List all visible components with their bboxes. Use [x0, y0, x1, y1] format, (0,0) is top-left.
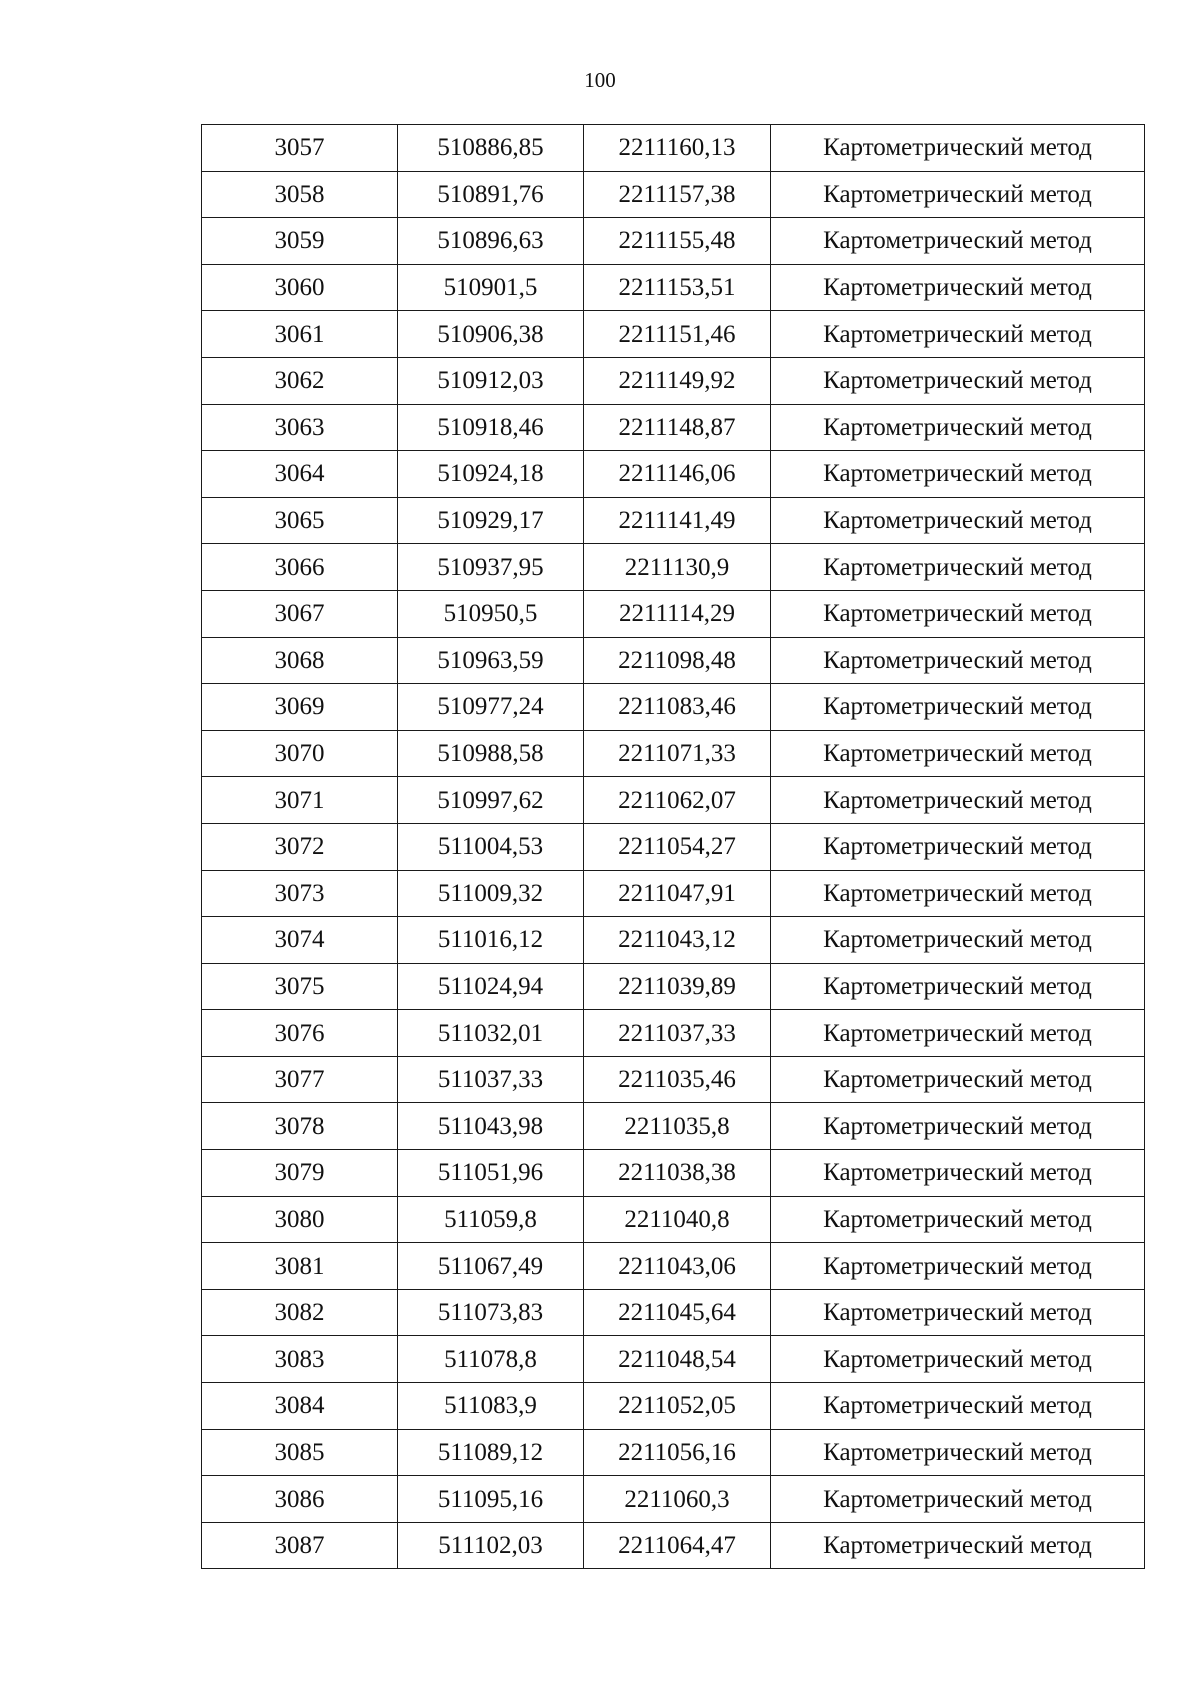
- method-cell: Картометрический метод: [771, 730, 1145, 777]
- method-cell: Картометрический метод: [771, 311, 1145, 358]
- table-row: [202, 311, 1145, 358]
- point-number-cell: 3073: [202, 870, 398, 917]
- point-number-cell: 3072: [202, 823, 398, 870]
- method-cell: Картометрический метод: [771, 1243, 1145, 1290]
- y-coordinate-cell: 2211038,38: [584, 1150, 771, 1197]
- x-coordinate-cell: 511067,49: [398, 1243, 584, 1290]
- point-number-cell: 3080: [202, 1196, 398, 1243]
- method-cell: Картометрический метод: [771, 1336, 1145, 1383]
- table-row: [202, 1243, 1145, 1290]
- y-coordinate-cell: 2211054,27: [584, 823, 771, 870]
- y-coordinate-cell: 2211047,91: [584, 870, 771, 917]
- page-number: 100: [584, 68, 616, 92]
- x-coordinate-cell: 510929,17: [398, 497, 584, 544]
- y-coordinate-cell: 2211037,33: [584, 1010, 771, 1057]
- table-row: [202, 823, 1145, 870]
- point-number-cell: 3077: [202, 1056, 398, 1103]
- coordinates-table-body: [202, 125, 1145, 1569]
- point-number-cell: 3061: [202, 311, 398, 358]
- y-coordinate-cell: 2211039,89: [584, 963, 771, 1010]
- x-coordinate-cell: 511016,12: [398, 917, 584, 964]
- point-number-cell: 3083: [202, 1336, 398, 1383]
- x-coordinate-cell: 510901,5: [398, 264, 584, 311]
- y-coordinate-cell: 2211153,51: [584, 264, 771, 311]
- x-coordinate-cell: 510924,18: [398, 451, 584, 498]
- x-coordinate-cell: 511102,03: [398, 1522, 584, 1569]
- x-coordinate-cell: 511032,01: [398, 1010, 584, 1057]
- method-cell: Картометрический метод: [771, 497, 1145, 544]
- point-number-cell: 3081: [202, 1243, 398, 1290]
- x-coordinate-cell: 511083,9: [398, 1383, 584, 1430]
- x-coordinate-cell: 510886,85: [398, 125, 584, 172]
- x-coordinate-cell: 511004,53: [398, 823, 584, 870]
- y-coordinate-cell: 2211071,33: [584, 730, 771, 777]
- table-row: [202, 171, 1145, 218]
- point-number-cell: 3079: [202, 1150, 398, 1197]
- x-coordinate-cell: 510906,38: [398, 311, 584, 358]
- y-coordinate-cell: 2211045,64: [584, 1289, 771, 1336]
- y-coordinate-cell: 2211148,87: [584, 404, 771, 451]
- y-coordinate-cell: 2211040,8: [584, 1196, 771, 1243]
- table-row: [202, 1383, 1145, 1430]
- point-number-cell: 3086: [202, 1476, 398, 1523]
- table-row: [202, 1056, 1145, 1103]
- x-coordinate-cell: 511073,83: [398, 1289, 584, 1336]
- x-coordinate-cell: 510963,59: [398, 637, 584, 684]
- y-coordinate-cell: 2211035,46: [584, 1056, 771, 1103]
- table-row: [202, 870, 1145, 917]
- point-number-cell: 3066: [202, 544, 398, 591]
- method-cell: Картометрический метод: [771, 1522, 1145, 1569]
- table-row: [202, 1522, 1145, 1569]
- point-number-cell: 3087: [202, 1522, 398, 1569]
- point-number-cell: 3070: [202, 730, 398, 777]
- table-row: [202, 777, 1145, 824]
- table-row: [202, 1196, 1145, 1243]
- table-row: [202, 264, 1145, 311]
- method-cell: Картометрический метод: [771, 823, 1145, 870]
- x-coordinate-cell: 511095,16: [398, 1476, 584, 1523]
- x-coordinate-cell: 510988,58: [398, 730, 584, 777]
- table-row: [202, 1289, 1145, 1336]
- table-row: [202, 125, 1145, 172]
- coordinates-table: [201, 124, 1145, 1569]
- method-cell: Картометрический метод: [771, 357, 1145, 404]
- x-coordinate-cell: 511043,98: [398, 1103, 584, 1150]
- table-row: [202, 404, 1145, 451]
- point-number-cell: 3085: [202, 1429, 398, 1476]
- table-row: [202, 218, 1145, 265]
- point-number-cell: 3059: [202, 218, 398, 265]
- y-coordinate-cell: 2211056,16: [584, 1429, 771, 1476]
- y-coordinate-cell: 2211114,29: [584, 590, 771, 637]
- point-number-cell: 3084: [202, 1383, 398, 1430]
- y-coordinate-cell: 2211098,48: [584, 637, 771, 684]
- table-row: [202, 1103, 1145, 1150]
- y-coordinate-cell: 2211043,12: [584, 917, 771, 964]
- point-number-cell: 3064: [202, 451, 398, 498]
- table-row: [202, 451, 1145, 498]
- method-cell: Картометрический метод: [771, 1150, 1145, 1197]
- point-number-cell: 3067: [202, 590, 398, 637]
- point-number-cell: 3078: [202, 1103, 398, 1150]
- table-row: [202, 684, 1145, 731]
- table-row: [202, 917, 1145, 964]
- y-coordinate-cell: 2211043,06: [584, 1243, 771, 1290]
- y-coordinate-cell: 2211064,47: [584, 1522, 771, 1569]
- y-coordinate-cell: 2211141,49: [584, 497, 771, 544]
- method-cell: Картометрический метод: [771, 637, 1145, 684]
- x-coordinate-cell: 511078,8: [398, 1336, 584, 1383]
- method-cell: Картометрический метод: [771, 917, 1145, 964]
- table-row: [202, 1336, 1145, 1383]
- method-cell: Картометрический метод: [771, 404, 1145, 451]
- y-coordinate-cell: 2211035,8: [584, 1103, 771, 1150]
- y-coordinate-cell: 2211048,54: [584, 1336, 771, 1383]
- method-cell: Картометрический метод: [771, 1476, 1145, 1523]
- table-row: [202, 544, 1145, 591]
- y-coordinate-cell: 2211157,38: [584, 171, 771, 218]
- table-row: [202, 1010, 1145, 1057]
- table-row: [202, 1429, 1145, 1476]
- point-number-cell: 3063: [202, 404, 398, 451]
- x-coordinate-cell: 510896,63: [398, 218, 584, 265]
- table-row: [202, 963, 1145, 1010]
- x-coordinate-cell: 511009,32: [398, 870, 584, 917]
- method-cell: Картометрический метод: [771, 1196, 1145, 1243]
- table-row: [202, 497, 1145, 544]
- x-coordinate-cell: 510918,46: [398, 404, 584, 451]
- method-cell: Картометрический метод: [771, 1383, 1145, 1430]
- point-number-cell: 3062: [202, 357, 398, 404]
- table-row: [202, 637, 1145, 684]
- table-row: [202, 730, 1145, 777]
- x-coordinate-cell: 510937,95: [398, 544, 584, 591]
- table-row: [202, 1150, 1145, 1197]
- point-number-cell: 3076: [202, 1010, 398, 1057]
- x-coordinate-cell: 510950,5: [398, 590, 584, 637]
- method-cell: Картометрический метод: [771, 777, 1145, 824]
- point-number-cell: 3068: [202, 637, 398, 684]
- y-coordinate-cell: 2211155,48: [584, 218, 771, 265]
- table-row: [202, 590, 1145, 637]
- method-cell: Картометрический метод: [771, 684, 1145, 731]
- method-cell: Картометрический метод: [771, 1289, 1145, 1336]
- method-cell: Картометрический метод: [771, 963, 1145, 1010]
- method-cell: Картометрический метод: [771, 1056, 1145, 1103]
- method-cell: Картометрический метод: [771, 590, 1145, 637]
- x-coordinate-cell: 510912,03: [398, 357, 584, 404]
- table-row: [202, 1476, 1145, 1523]
- x-coordinate-cell: 511037,33: [398, 1056, 584, 1103]
- point-number-cell: 3058: [202, 171, 398, 218]
- x-coordinate-cell: 511024,94: [398, 963, 584, 1010]
- point-number-cell: 3075: [202, 963, 398, 1010]
- x-coordinate-cell: 510977,24: [398, 684, 584, 731]
- y-coordinate-cell: 2211160,13: [584, 125, 771, 172]
- x-coordinate-cell: 511089,12: [398, 1429, 584, 1476]
- x-coordinate-cell: 510891,76: [398, 171, 584, 218]
- y-coordinate-cell: 2211130,9: [584, 544, 771, 591]
- method-cell: Картометрический метод: [771, 451, 1145, 498]
- point-number-cell: 3069: [202, 684, 398, 731]
- point-number-cell: 3057: [202, 125, 398, 172]
- y-coordinate-cell: 2211151,46: [584, 311, 771, 358]
- point-number-cell: 3074: [202, 917, 398, 964]
- y-coordinate-cell: 2211146,06: [584, 451, 771, 498]
- x-coordinate-cell: 511059,8: [398, 1196, 584, 1243]
- y-coordinate-cell: 2211052,05: [584, 1383, 771, 1430]
- method-cell: Картометрический метод: [771, 171, 1145, 218]
- method-cell: Картометрический метод: [771, 1429, 1145, 1476]
- y-coordinate-cell: 2211083,46: [584, 684, 771, 731]
- point-number-cell: 3082: [202, 1289, 398, 1336]
- y-coordinate-cell: 2211062,07: [584, 777, 771, 824]
- x-coordinate-cell: 510997,62: [398, 777, 584, 824]
- method-cell: Картометрический метод: [771, 1010, 1145, 1057]
- method-cell: Картометрический метод: [771, 870, 1145, 917]
- point-number-cell: 3065: [202, 497, 398, 544]
- y-coordinate-cell: 2211060,3: [584, 1476, 771, 1523]
- x-coordinate-cell: 511051,96: [398, 1150, 584, 1197]
- method-cell: Картометрический метод: [771, 218, 1145, 265]
- point-number-cell: 3060: [202, 264, 398, 311]
- table-row: [202, 357, 1145, 404]
- method-cell: Картометрический метод: [771, 125, 1145, 172]
- method-cell: Картометрический метод: [771, 264, 1145, 311]
- point-number-cell: 3071: [202, 777, 398, 824]
- y-coordinate-cell: 2211149,92: [584, 357, 771, 404]
- method-cell: Картометрический метод: [771, 544, 1145, 591]
- method-cell: Картометрический метод: [771, 1103, 1145, 1150]
